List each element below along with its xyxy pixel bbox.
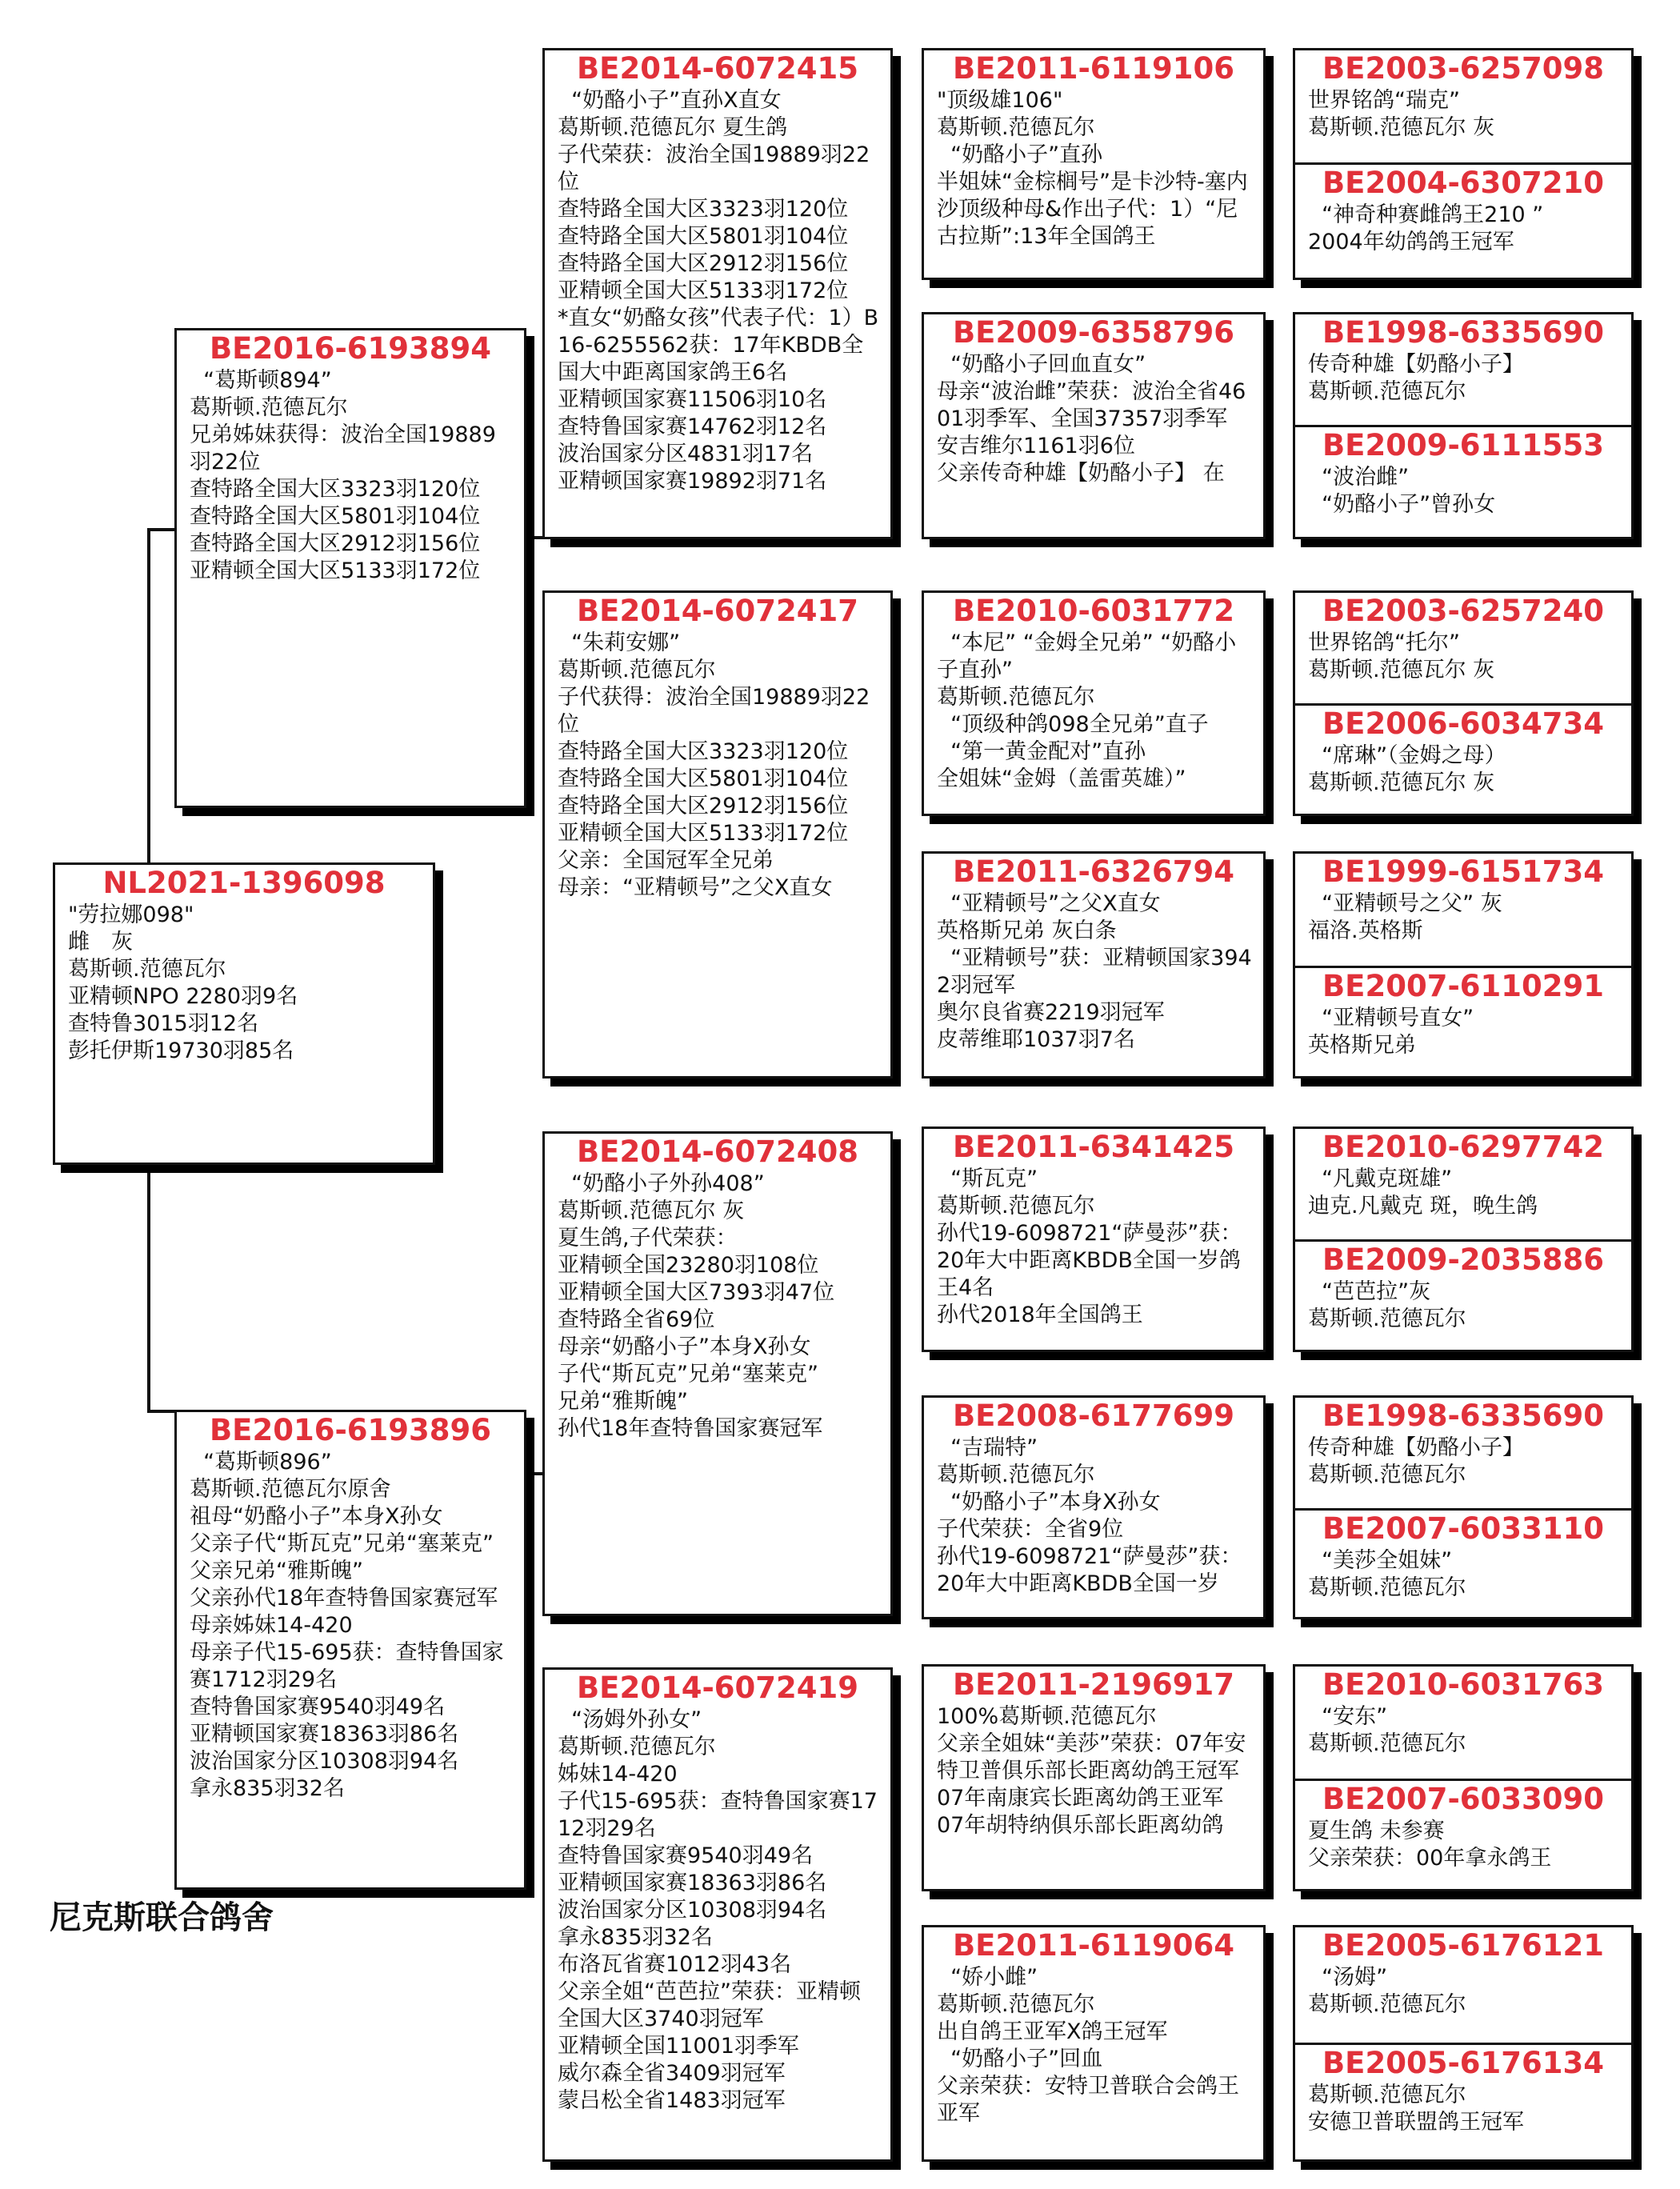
card-details — [924, 87, 1263, 250]
detail-line: 母亲：“亚精顿号”之父X直女 — [558, 875, 833, 900]
detail-line: 07年胡特纳俱乐部长距离幼鸽 — [937, 1813, 1224, 1838]
detail-line: 查特路全国大区3323羽120位 — [558, 197, 849, 222]
detail-line: 葛斯顿.范德瓦尔 — [1308, 1575, 1466, 1600]
detail-line: 子代“斯瓦克”兄弟“塞莱克” — [558, 1362, 818, 1387]
ancestor-cell — [1295, 703, 1631, 814]
detail-line: 英格斯兄弟 — [1308, 1033, 1416, 1058]
detail-line: 葛斯顿.范德瓦尔 — [1308, 1731, 1466, 1756]
ring-number: BE2014-6072417 — [576, 594, 859, 628]
ancestor-pair-card — [1293, 1925, 1634, 2162]
detail-line: *直女“奶酪女孩”代表子代：1）B16-6255562获：17年KBDB全国大中距离国家鸽王6名 — [558, 306, 879, 385]
ancestor-pair-card — [1293, 48, 1634, 280]
detail-line: “奶酪小子”回血 — [937, 2047, 1103, 2071]
ancestor-pair-card — [1293, 312, 1634, 539]
detail-line: 父亲荣获：00年拿永鸽王 — [1308, 1846, 1552, 1871]
loft-name: 尼克斯联合鸽舍 — [50, 1899, 274, 1936]
detail-line: 查特路全国大区3323羽120位 — [558, 739, 849, 764]
detail-line: 查特路全国大区5801羽104位 — [558, 766, 849, 791]
ring-number: BE2014-6072408 — [576, 1135, 859, 1169]
grandparent-card — [542, 48, 893, 539]
subject-card — [53, 862, 435, 1165]
detail-line: 葛斯顿.范德瓦尔 — [937, 685, 1095, 710]
detail-line: “亚精顿号之父” 灰 — [1308, 891, 1502, 916]
detail-line: 母亲“波治雌”荣获：波治全省4601羽季军、全国37357羽季军 — [937, 379, 1246, 431]
detail-line: 全姐妹“金姆（盖雷英雄）” — [937, 766, 1186, 791]
detail-line: “奶酪小子”本身X孙女 — [937, 1490, 1161, 1515]
ring-number: BE2011-2196917 — [952, 1667, 1235, 1702]
ancestor-cell — [1295, 425, 1631, 537]
ring-number: BE2008-6177699 — [952, 1399, 1235, 1433]
ring-number: BE2011-6341425 — [952, 1130, 1235, 1164]
ring-number: BE2003-6257240 — [1322, 594, 1605, 628]
detail-line: 亚精顿国家赛18363羽86名 — [558, 1871, 827, 1895]
detail-line: “葛斯顿896” — [190, 1450, 332, 1475]
card-details — [1295, 890, 1631, 945]
great-grandparent-card — [922, 1395, 1266, 1619]
ring-number: BE1999-6151734 — [1322, 854, 1605, 889]
detail-line: 亚精顿全国大区5133羽172位 — [558, 278, 849, 303]
detail-line: 亚精顿全国11001羽季军 — [558, 2034, 799, 2059]
connector-line — [526, 536, 542, 539]
card-details — [1295, 630, 1631, 684]
detail-line: 葛斯顿.范德瓦尔 — [937, 1463, 1095, 1487]
detail-line: “奶酪小子回血直女” — [937, 352, 1146, 377]
detail-line: 100%葛斯顿.范德瓦尔 — [937, 1704, 1157, 1729]
detail-line: 传奇种雄【奶酪小子】 — [1308, 1435, 1524, 1460]
ancestor-cell — [1295, 1508, 1631, 1617]
detail-line: “亚精顿号”获：亚精顿国家3942羽冠军 — [937, 946, 1252, 998]
detail-line: 姊妹14-420 — [558, 1762, 678, 1787]
detail-line: 葛斯顿.范德瓦尔 — [558, 658, 716, 682]
detail-line: 葛斯顿.范德瓦尔 — [558, 1735, 716, 1759]
card-details — [1295, 1279, 1631, 1333]
card-details — [1295, 1435, 1631, 1489]
detail-line: 葛斯顿.范德瓦尔 夏生鸽 — [558, 115, 788, 140]
ring-number: BE2010-6297742 — [1322, 1130, 1605, 1164]
detail-line: “奶酪小子外孙408” — [558, 1171, 765, 1196]
detail-line: 葛斯顿.范德瓦尔原舍 — [190, 1477, 391, 1502]
card-details — [1295, 1005, 1631, 1059]
grandparent-card — [542, 1667, 893, 2162]
ring-number: BE2009-6358796 — [952, 315, 1235, 350]
detail-line: 迪克.凡戴克 斑，晚生鸽 — [1308, 1194, 1538, 1219]
ancestor-cell — [1295, 162, 1631, 278]
ring-number: BE2010-6031763 — [1322, 1667, 1605, 1702]
ring-number: BE2005-6176121 — [1322, 1928, 1605, 1963]
detail-line: “奶酪小子”直孙X直女 — [558, 88, 782, 113]
ancestor-cell — [1295, 314, 1631, 425]
detail-line: 父亲子代“斯瓦克”兄弟“塞莱克” — [190, 1531, 494, 1556]
detail-line: 波治国家分区10308羽94名 — [190, 1749, 459, 1774]
card-details — [924, 1435, 1263, 1598]
card-details — [924, 1964, 1263, 2127]
detail-line: 兄弟“雅斯魄” — [558, 1389, 688, 1414]
card-details — [924, 351, 1263, 487]
detail-line: 查特路全国大区2912羽156位 — [190, 531, 481, 556]
detail-line: 夏生鸽 未参赛 — [1308, 1819, 1445, 1843]
detail-line: 亚精顿NPO 2280羽9名 — [68, 984, 298, 1009]
detail-line: 父亲传奇种雄【奶酪小子】 在 — [937, 461, 1225, 486]
detail-line: “凡戴克斑雄” — [1308, 1167, 1453, 1191]
detail-line: 葛斯顿.范德瓦尔 — [937, 1194, 1095, 1219]
detail-line: 查特鲁国家赛9540羽49名 — [558, 1843, 814, 1868]
detail-line: 福洛.英格斯 — [1308, 918, 1423, 943]
ring-number: BE2014-6072415 — [576, 51, 859, 86]
detail-line: 安德卫普联盟鸽王冠军 — [1308, 2110, 1524, 2135]
detail-line: 父亲孙代18年查特鲁国家赛冠军 — [190, 1586, 498, 1611]
great-grandparent-card — [922, 1925, 1266, 2162]
ring-number: BE2003-6257098 — [1322, 51, 1605, 86]
card-details — [545, 630, 890, 902]
detail-line: 孙代2018年全国鸽王 — [937, 1303, 1143, 1327]
card-details — [1295, 87, 1631, 142]
detail-line: 彭托伊斯19730羽85名 — [68, 1038, 294, 1063]
ancestor-cell — [1295, 593, 1631, 703]
ancestor-pair-card — [1293, 1664, 1634, 1891]
grandparent-card — [542, 590, 893, 1078]
great-grandparent-card — [922, 48, 1266, 280]
card-details — [1295, 351, 1631, 406]
sire-details — [177, 367, 524, 585]
ancestor-pair-card — [1293, 851, 1634, 1078]
sire-ring-number: BE2016-6193894 — [209, 331, 492, 366]
detail-line: 葛斯顿.范德瓦尔 — [1308, 1307, 1466, 1331]
dam-details — [177, 1449, 524, 1803]
detail-line: 葛斯顿.范德瓦尔 — [1308, 2083, 1466, 2107]
ancestor-cell — [1295, 1129, 1631, 1239]
great-grandparent-card — [922, 1127, 1266, 1352]
detail-line: “汤姆外孙女” — [558, 1707, 702, 1732]
detail-line: 葛斯顿.范德瓦尔 — [1308, 1463, 1466, 1487]
dam-card — [174, 1410, 526, 1890]
ring-number: BE2011-6119106 — [952, 51, 1235, 86]
detail-line: "劳拉娜098" — [68, 902, 194, 927]
ring-number: BE2006-6034734 — [1322, 706, 1605, 741]
detail-line: 波治国家分区10308羽94名 — [558, 1898, 827, 1923]
subject-ring-number: NL2021-1396098 — [102, 866, 386, 900]
detail-line: 父亲荣获：安特卫普联合会鸽王亚军 — [937, 2074, 1239, 2126]
detail-line: “吉瑞特” — [937, 1435, 1038, 1460]
detail-line: 奥尔良省赛2219羽冠军 — [937, 1000, 1165, 1025]
detail-line: 出自鸽王亚军X鸽王冠军 — [937, 2019, 1168, 2044]
detail-line: 子代15-695获：查特鲁国家赛1712羽29名 — [558, 1789, 878, 1841]
detail-line: 查特路全国大区5801羽104位 — [558, 224, 849, 249]
detail-line: 葛斯顿.范德瓦尔 灰 — [1308, 658, 1495, 682]
card-details — [1295, 2082, 1631, 2136]
card-details — [924, 1703, 1263, 1839]
card-details — [545, 1707, 890, 2115]
detail-line: 葛斯顿.范德瓦尔 灰 — [1308, 770, 1495, 795]
detail-line: 波治国家分区4831羽17名 — [558, 442, 814, 466]
ring-number: BE2009-6111553 — [1322, 428, 1605, 462]
great-grandparent-card — [922, 312, 1266, 539]
ancestor-pair-card — [1293, 1395, 1634, 1619]
detail-line: "顶级雄106" — [937, 88, 1063, 113]
detail-line: 拿永835羽32名 — [558, 1925, 713, 1950]
detail-line: 世界铭鸽“托尔” — [1308, 630, 1460, 655]
detail-line: “朱莉安娜” — [558, 630, 681, 655]
ancestor-cell — [1295, 2043, 1631, 2159]
detail-line: 子代获得：波治全国19889羽22位 — [558, 685, 870, 737]
detail-line: 子代荣获：波治全国19889羽22位 — [558, 142, 870, 194]
detail-line: 查特路全国大区3323羽120位 — [190, 477, 481, 502]
card-details — [545, 87, 890, 495]
detail-line: “安东” — [1308, 1704, 1388, 1729]
ring-number: BE2004-6307210 — [1322, 166, 1605, 200]
detail-line: “席琳”（金姆之母） — [1308, 743, 1506, 768]
detail-line: 亚精顿国家赛19892羽71名 — [558, 469, 827, 494]
detail-line: 查特鲁国家赛9540羽49名 — [190, 1695, 446, 1719]
detail-line: 查特鲁国家赛14762羽12名 — [558, 414, 827, 439]
detail-line: 父亲全姐妹“美莎”荣获：07年安特卫普俱乐部长距离幼鸽王冠军 — [937, 1731, 1246, 1783]
ancestor-pair-card — [1293, 590, 1634, 816]
connector-line — [147, 528, 150, 862]
ancestor-cell — [1295, 1667, 1631, 1779]
grandparent-card — [542, 1131, 893, 1616]
ancestor-cell — [1295, 1779, 1631, 1889]
detail-line: “葛斯顿894” — [190, 368, 332, 393]
detail-line: 查特路全省69位 — [558, 1307, 715, 1332]
detail-line: 孙代18年查特鲁国家赛冠军 — [558, 1416, 823, 1441]
detail-line: “第一黄金配对”直孙 — [937, 739, 1146, 764]
ring-number: BE2007-6033110 — [1322, 1511, 1605, 1546]
detail-line: 葛斯顿.范德瓦尔 — [1308, 1992, 1466, 2017]
detail-line: 2004年幼鸽鸽王冠军 — [1308, 230, 1514, 254]
card-details — [1295, 1964, 1631, 2019]
card-details — [545, 1171, 890, 1443]
connector-line — [147, 1410, 174, 1413]
detail-line: “波治雌” — [1308, 465, 1410, 490]
detail-line: “亚精顿号直女” — [1308, 1006, 1474, 1030]
card-details — [1295, 1703, 1631, 1758]
ring-number: BE2010-6031772 — [952, 594, 1235, 628]
ancestor-cell — [1295, 854, 1631, 966]
card-details — [924, 890, 1263, 1054]
detail-line: 查特鲁3015羽12名 — [68, 1011, 259, 1036]
ring-number: BE2011-6119064 — [952, 1928, 1235, 1963]
connector-line — [147, 1164, 150, 1412]
ring-number: BE2011-6326794 — [952, 854, 1235, 889]
detail-line: 世界铭鸽“瑞克” — [1308, 88, 1460, 113]
detail-line: 拿永835羽32名 — [190, 1776, 345, 1801]
great-grandparent-card — [922, 851, 1266, 1078]
card-details — [1295, 1818, 1631, 1872]
detail-line: “神奇种赛雌鸽王210 ” — [1308, 202, 1544, 227]
detail-line: “顶级种鸽098全兄弟”直子 — [937, 712, 1209, 737]
ancestor-cell — [1295, 50, 1631, 162]
dam-ring-number: BE2016-6193896 — [209, 1413, 492, 1447]
ring-number: BE1998-6335690 — [1322, 315, 1605, 350]
card-details — [1295, 742, 1631, 797]
detail-line: “本尼” “金姆全兄弟” “奶酪小子直孙” — [937, 630, 1237, 682]
detail-line: 父亲兄弟“雅斯魄” — [190, 1559, 363, 1583]
detail-line: 安吉维尔1161羽6位 — [937, 434, 1135, 458]
detail-line: “美莎全姐妹” — [1308, 1548, 1453, 1573]
detail-line: 传奇种雄【奶酪小子】 — [1308, 352, 1524, 377]
ancestor-cell — [1295, 1927, 1631, 2043]
ancestor-cell — [1295, 1239, 1631, 1350]
detail-line: 查特路全国大区2912羽156位 — [558, 251, 849, 276]
detail-line: 孙代19-6098721“萨曼莎”获：20年大中距离KBDB全国一岁 — [937, 1544, 1242, 1596]
detail-line: 葛斯顿.范德瓦尔 — [937, 115, 1095, 140]
detail-line: 查特路全国大区5801羽104位 — [190, 504, 481, 529]
connector-line — [526, 1472, 542, 1475]
detail-line: 蒙吕松全省1483羽冠军 — [558, 2088, 786, 2113]
detail-line: 葛斯顿.范德瓦尔 — [1308, 379, 1466, 404]
detail-line: “奶酪小子”直孙 — [937, 142, 1103, 167]
detail-line: 父亲全姐“芭芭拉”荣获：亚精顿全国大区3740羽冠军 — [558, 1979, 861, 2031]
subject-details — [55, 902, 433, 1065]
detail-line: “奶酪小子”曾孙女 — [1308, 492, 1496, 517]
card-details — [1295, 1547, 1631, 1602]
card-details — [1295, 1166, 1631, 1220]
detail-line: 07年南康宾长距离幼鸽王亚军 — [937, 1786, 1224, 1811]
detail-line: 葛斯顿.范德瓦尔 灰 — [558, 1199, 745, 1223]
detail-line: 亚精顿全国大区5133羽172位 — [190, 558, 481, 583]
great-grandparent-card — [922, 1664, 1266, 1891]
detail-line: “汤姆” — [1308, 1965, 1388, 1990]
detail-line: 父亲：全国冠军全兄弟 — [558, 848, 774, 873]
detail-line: 皮蒂维耶1037羽7名 — [937, 1027, 1135, 1052]
detail-line: 亚精顿国家赛11506羽10名 — [558, 387, 827, 412]
detail-line: 孙代19-6098721“萨曼莎”获：20年大中距离KBDB全国一岁鸽王4名 — [937, 1221, 1242, 1300]
detail-line: “娇小雌” — [937, 1965, 1038, 1990]
detail-line: 查特路全国大区2912羽156位 — [558, 794, 849, 818]
card-details — [1295, 202, 1631, 256]
connector-line — [147, 528, 174, 531]
detail-line: 亚精顿国家赛18363羽86名 — [190, 1722, 459, 1747]
card-details — [1295, 464, 1631, 518]
detail-line: 英格斯兄弟 灰白条 — [937, 918, 1117, 943]
detail-line: 兄弟姊妹获得：波治全国19889羽22位 — [190, 422, 496, 474]
detail-line: 葛斯顿.范德瓦尔 — [190, 395, 348, 420]
sire-card — [174, 328, 526, 808]
detail-line: 葛斯顿.范德瓦尔 灰 — [1308, 115, 1495, 140]
ring-number: BE2009-2035886 — [1322, 1243, 1605, 1277]
ring-number: BE2005-6176134 — [1322, 2046, 1605, 2080]
detail-line: “芭芭拉”灰 — [1308, 1279, 1431, 1304]
detail-line: 亚精顿全国大区5133羽172位 — [558, 821, 849, 846]
ring-number: BE2007-6033090 — [1322, 1782, 1605, 1816]
detail-line: “斯瓦克” — [937, 1167, 1038, 1191]
detail-line: 葛斯顿.范德瓦尔 — [68, 957, 226, 982]
detail-line: 葛斯顿.范德瓦尔 — [937, 1992, 1095, 2017]
great-grandparent-card — [922, 590, 1266, 816]
detail-line: 母亲姊妹14-420 — [190, 1613, 353, 1638]
detail-line: 雌 灰 — [68, 930, 133, 954]
ancestor-cell — [1295, 1398, 1631, 1508]
ring-number: BE2014-6072419 — [576, 1671, 859, 1705]
ancestor-cell — [1295, 966, 1631, 1076]
detail-line: 威尔森全省3409羽冠军 — [558, 2061, 786, 2086]
detail-line: 母亲子代15-695获：查特鲁国家赛1712羽29名 — [190, 1640, 504, 1692]
ring-number: BE2007-6110291 — [1322, 969, 1605, 1003]
detail-line: 祖母“奶酪小子”本身X孙女 — [190, 1504, 443, 1529]
detail-line: 亚精顿全国23280羽108位 — [558, 1253, 819, 1278]
ancestor-pair-card — [1293, 1127, 1634, 1352]
detail-line: 母亲“奶酪小子”本身X孙女 — [558, 1335, 811, 1359]
detail-line: 布洛瓦省赛1012羽43名 — [558, 1952, 792, 1977]
detail-line: 亚精顿全国大区7393羽47位 — [558, 1280, 835, 1305]
detail-line: “亚精顿号”之父X直女 — [937, 891, 1161, 916]
ring-number: BE1998-6335690 — [1322, 1399, 1605, 1433]
detail-line: 夏生鸽,子代荣获： — [558, 1226, 738, 1251]
detail-line: 子代荣获：全省9位 — [937, 1517, 1124, 1542]
card-details — [924, 1166, 1263, 1329]
detail-line: 半姐妹“金棕榈号”是卡沙特-塞内沙顶级种母&作出子代：1）“尼古拉斯”:13年全国鸽王 — [937, 170, 1248, 249]
card-details — [924, 630, 1263, 793]
